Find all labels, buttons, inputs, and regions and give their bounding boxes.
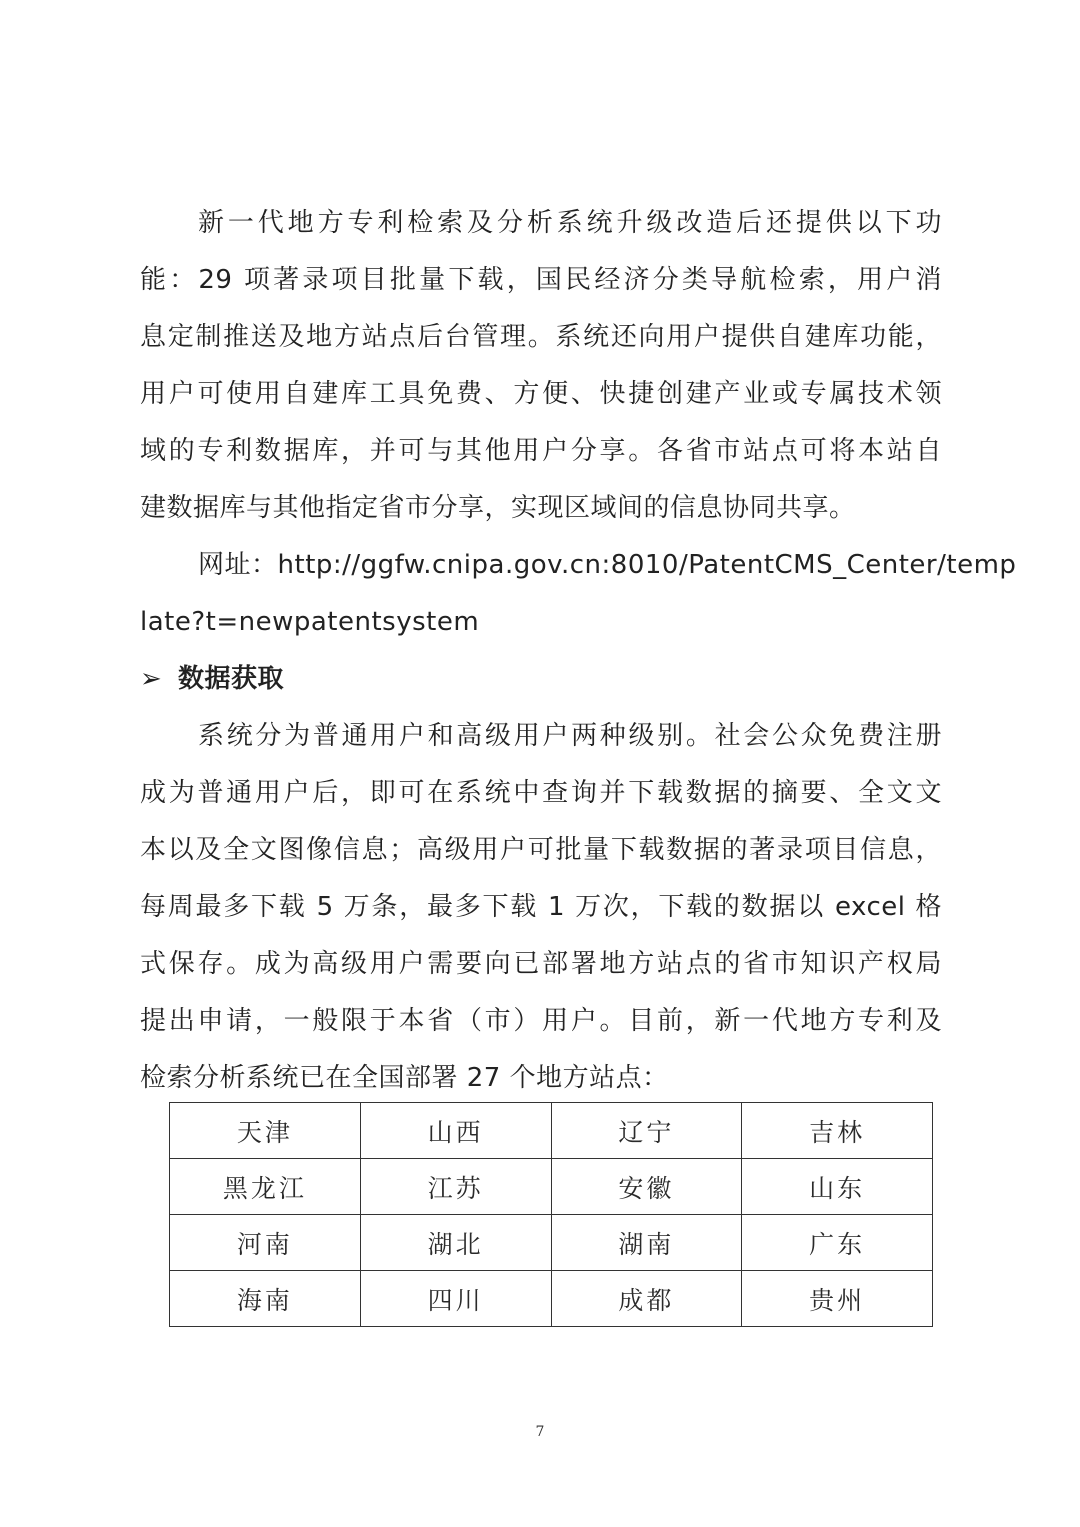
arrow-bullet-icon: ➢ bbox=[140, 664, 163, 694]
section-title: 数据获取 bbox=[178, 664, 285, 694]
page-number: 7 bbox=[535, 1424, 545, 1440]
url-line bbox=[140, 537, 1017, 594]
paragraph-line: 用户可使用自建库工具免费、方便、快捷创建产业或专属技术领 bbox=[140, 379, 942, 409]
paragraph-line: 提出申请，一般限于本省（市）用户。目前，新一代地方专利及 bbox=[140, 1006, 942, 1036]
table-cell: 河南 bbox=[170, 1215, 361, 1271]
paragraph-line: 能：29 项著录项目批量下载，国民经济分类导航检索，用户消 bbox=[140, 265, 942, 295]
url-link-part-1[interactable]: http://ggfw.cnipa.gov.cn:8010/PatentCMS_Center/temp bbox=[277, 550, 1017, 580]
table-row bbox=[170, 1103, 933, 1159]
paragraph-line: 本以及全文图像信息；高级用户可批量下载数据的著录项目信息， bbox=[140, 835, 942, 865]
table-cell: 天津 bbox=[170, 1103, 361, 1159]
table-row bbox=[170, 1271, 933, 1327]
table-cell: 成都 bbox=[551, 1271, 742, 1327]
paragraph-line: 成为普通用户后，即可在系统中查询并下载数据的摘要、全文文 bbox=[140, 778, 942, 808]
table-cell: 四川 bbox=[360, 1271, 551, 1327]
table-cell: 湖北 bbox=[360, 1215, 551, 1271]
url-label: 网址： bbox=[198, 550, 278, 580]
paragraph-line: 域的专利数据库，并可与其他用户分享。各省市站点可将本站自 bbox=[140, 436, 942, 466]
table-cell: 江苏 bbox=[360, 1159, 551, 1215]
url-link-part-2[interactable]: late?t=newpatentsystem bbox=[140, 607, 480, 637]
table-row bbox=[170, 1159, 933, 1215]
table-cell: 贵州 bbox=[742, 1271, 933, 1327]
table-cell: 吉林 bbox=[742, 1103, 933, 1159]
table-row bbox=[170, 1215, 933, 1271]
table-cell: 黑龙江 bbox=[170, 1159, 361, 1215]
table-cell: 湖南 bbox=[551, 1215, 742, 1271]
table-cell: 山东 bbox=[742, 1159, 933, 1215]
paragraph-line: 检索分析系统已在全国部署 27 个地方站点： bbox=[140, 1063, 669, 1093]
paragraph-line: 系统分为普通用户和高级用户两种级别。社会公众免费注册 bbox=[198, 721, 942, 751]
section-heading bbox=[140, 651, 942, 708]
table-cell: 山西 bbox=[360, 1103, 551, 1159]
table-cell: 辽宁 bbox=[551, 1103, 742, 1159]
table-cell: 广东 bbox=[742, 1215, 933, 1271]
table-cell: 海南 bbox=[170, 1271, 361, 1327]
paragraph-line: 新一代地方专利检索及分析系统升级改造后还提供以下功 bbox=[198, 208, 942, 238]
paragraph-line: 息定制推送及地方站点后台管理。系统还向用户提供自建库功能， bbox=[140, 322, 942, 352]
body-text bbox=[140, 195, 1017, 1107]
paragraph-line: 建数据库与其他指定省市分享，实现区域间的信息协同共享。 bbox=[140, 493, 856, 523]
paragraph-line: 式保存。成为高级用户需要向已部署地方站点的省市知识产权局 bbox=[140, 949, 942, 979]
sites-table bbox=[169, 1102, 933, 1327]
paragraph-line: 每周最多下载 5 万条，最多下载 1 万次，下载的数据以 excel 格 bbox=[140, 892, 942, 922]
table-cell: 安徽 bbox=[551, 1159, 742, 1215]
